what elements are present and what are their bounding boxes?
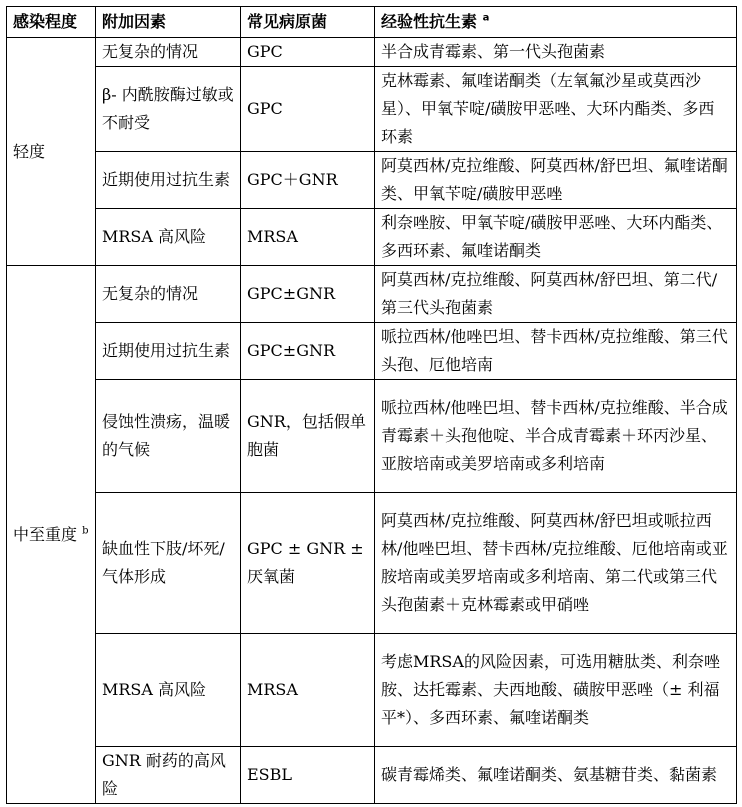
factor-cell: GNR 耐药的高风险 (96, 747, 241, 804)
header-antibiotic: 经验性抗生素 $^a$ (375, 7, 737, 38)
header-row (7, 7, 737, 38)
table-row (7, 266, 737, 323)
header-severity: 感染程度 (7, 7, 96, 38)
pathogen-cell: GNR，包括假单胞菌 (241, 380, 375, 493)
antibiotic-cell: 碳青霉烯类、氟喹诺酮类、氨基糖苷类、黏菌素 (375, 747, 737, 804)
pathogen-cell: MRSA (241, 209, 375, 266)
antibiotic-cell: 阿莫西林/克拉维酸、阿莫西林/舒巴坦、氟喹诺酮类、甲氧苄啶/磺胺甲恶唑 (375, 152, 737, 209)
footnote-b: b (82, 525, 89, 537)
antibiotic-cell: 阿莫西林/克拉维酸、阿莫西林/舒巴坦或哌拉西林/他唑巴坦、替卡西林/克拉维酸、厄他培南或亚胺培南或美罗培南或多利培南、第二代或第三代头孢菌素＋克林霉素或甲硝唑 (375, 493, 737, 634)
factor-cell: 缺血性下肢/坏死/气体形成 (96, 493, 241, 634)
factor-cell: MRSA 高风险 (96, 634, 241, 747)
header-factor: 附加因素 (96, 7, 241, 38)
factor-cell: β- 内酰胺酶过敏或不耐受 (96, 67, 241, 152)
header-pathogen: 常见病原菌 (241, 7, 375, 38)
antibiotic-cell: 利奈唑胺、甲氧苄啶/磺胺甲恶唑、大环内酯类、多西环素、氟喹诺酮类 (375, 209, 737, 266)
table-row (7, 380, 737, 493)
table-row (7, 747, 737, 804)
table-row (7, 67, 737, 152)
pathogen-cell: GPC＋GNR (241, 152, 375, 209)
severity-moderate: 中至重度 $^b$ (7, 266, 96, 804)
pathogen-cell: MRSA (241, 634, 375, 747)
pathogen-cell: GPC (241, 38, 375, 67)
factor-cell: 无复杂的情况 (96, 266, 241, 323)
table-row (7, 323, 737, 380)
severity-mild: 轻度 (7, 38, 96, 266)
table-row (7, 38, 737, 67)
antibiotic-table (6, 6, 737, 804)
table-row (7, 152, 737, 209)
footnote-a: a (482, 12, 490, 24)
factor-cell: 近期使用过抗生素 (96, 152, 241, 209)
antibiotic-cell: 半合成青霉素、第一代头孢菌素 (375, 38, 737, 67)
antibiotic-cell: 克林霉素、氟喹诺酮类（左氧氟沙星或莫西沙星）、甲氧苄啶/磺胺甲恶唑、大环内酯类、多西环素 (375, 67, 737, 152)
factor-cell: 侵蚀性溃疡，温暖的气候 (96, 380, 241, 493)
pathogen-cell: ESBL (241, 747, 375, 804)
factor-cell: 无复杂的情况 (96, 38, 241, 67)
pathogen-cell: GPC±GNR (241, 266, 375, 323)
pathogen-cell: GPC±GNR (241, 323, 375, 380)
antibiotic-cell: 哌拉西林/他唑巴坦、替卡西林/克拉维酸、半合成青霉素＋头孢他啶、半合成青霉素＋环丙沙星、亚胺培南或美罗培南或多利培南 (375, 380, 737, 493)
pathogen-cell: GPC (241, 67, 375, 152)
pathogen-cell: GPC ± GNR ± 厌氧菌 (241, 493, 375, 634)
table-row (7, 493, 737, 634)
factor-cell: 近期使用过抗生素 (96, 323, 241, 380)
antibiotic-cell: 考虑MRSA的风险因素，可选用糖肽类、利奈唑胺、达托霉素、夫西地酸、磺胺甲恶唑（± 利福平*）、多西环素、氟喹诺酮类 (375, 634, 737, 747)
table-row (7, 634, 737, 747)
factor-cell: MRSA 高风险 (96, 209, 241, 266)
table-row (7, 209, 737, 266)
antibiotic-cell: 哌拉西林/他唑巴坦、替卡西林/克拉维酸、第三代头孢、厄他培南 (375, 323, 737, 380)
antibiotic-cell: 阿莫西林/克拉维酸、阿莫西林/舒巴坦、第二代/第三代头孢菌素 (375, 266, 737, 323)
